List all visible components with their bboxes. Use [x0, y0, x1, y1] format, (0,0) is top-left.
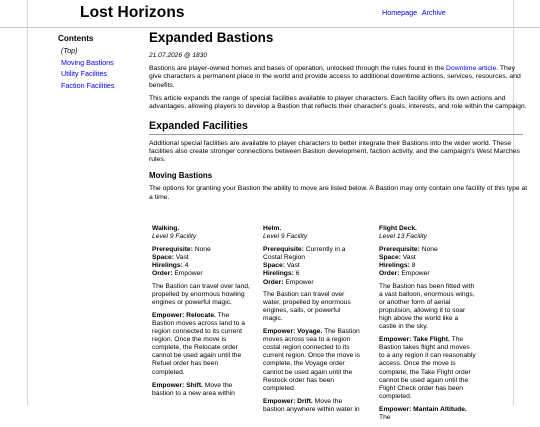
facility-order: Order: Empower: [263, 278, 314, 286]
section-heading-expanded-facilities: Expanded Facilities: [149, 119, 248, 132]
toc-item-top[interactable]: (Top): [61, 46, 78, 55]
facility-hirelings: Hirelings: 6: [263, 270, 300, 278]
header-divider: [0, 27, 540, 28]
article-body: [149, 30, 529, 207]
facility-prerequisite: Prerequisite: None: [379, 246, 438, 254]
facility-level: Level 9 Facility: [152, 233, 197, 241]
intro-paragraph-1: Bastions are player-owned homes and bases of operation, unlocked through the rules found in the Downtime article. They give characters a permanent place in the world and provide access to additional downtime actions, services, resources, and benefits.: [149, 65, 521, 89]
facility-level: Level 13 Facility: [379, 233, 427, 241]
toc-item-faction-facilities[interactable]: Faction Facilities: [61, 80, 115, 90]
facility-card-walking: [152, 225, 250, 403]
facility-order: Order: Empower: [379, 270, 430, 278]
top-nav: [382, 8, 449, 17]
downtime-article-link[interactable]: Downtime article: [446, 65, 497, 73]
facility-empower-1: Empower: Take Flight. The Bastion takes flight and moves to a any region it can reasonably access. Once the move is complete, the Take Flight order cannot be used again until the Flight Check order has been completed.: [379, 336, 476, 400]
subsection-paragraph: The options for granting your Bastion the ability to move are listed below. A Bastion may only contain one facility of this type at a time.: [149, 185, 528, 201]
facility-empower-2: Empower: Mantain Altitude. The: [379, 405, 467, 421]
facility-level: Level 9 Facility: [263, 233, 308, 241]
facility-description: The Bastion has been fitted with a vast balloon, enormous wings, or another form of aerial propulsion, allowing it to soar high above the world like a castle in the sky.: [379, 282, 475, 331]
facility-prerequisite: Prerequisite: Currently in a Costal Region: [263, 246, 346, 262]
subsection-heading-moving-bastions: Moving Bastions: [149, 171, 213, 181]
facility-empower-2: Empower: Shift. Move the bastion to a new area within: [152, 381, 235, 397]
facility-empower-1: Empower: Relocate. The Bastion moves across land to a region connected to its current region. Once the move is complete, the Relocate order cannot be used again until the Refuel order has been completed.: [152, 311, 245, 376]
site-title: Lost Horizons: [80, 4, 185, 21]
facility-space: Space: Vast: [263, 262, 300, 270]
intro-paragraph-2: This article expands the range of special facilities available to player characters. Each facility offers its own actions and advantages, allowing players to develop a Bastion that reflects their character's goals, interests, and role within the campaign.: [149, 95, 527, 111]
section-divider: [149, 134, 523, 135]
section-paragraph: Additional special facilities are available to player characters to better integrate their Bastions into the wider world. These facilities also create stronger connections between Bastion development, faction activity, and the campaign's West Marches rules.: [149, 139, 520, 163]
nav-archive-link[interactable]: Archive: [421, 8, 446, 17]
facility-order: Order: Empower: [152, 270, 203, 278]
facility-space: Space: Vast: [152, 254, 189, 262]
table-of-contents: [58, 34, 120, 92]
facility-card-flight-deck: [379, 225, 477, 427]
facility-hirelings: Hirelings: 8: [379, 262, 416, 270]
facility-card-helm: [263, 225, 361, 419]
article-date: 21.07.2026 @ 1830: [149, 52, 208, 59]
nav-homepage-link[interactable]: Homepage: [382, 8, 418, 17]
facility-prerequisite: Prerequisite: None: [152, 246, 211, 254]
facility-description: The Bastion can travel over land, propelled by enormous howling engines or powerful magic.: [152, 282, 250, 306]
facility-name: Helm.: [263, 225, 282, 232]
facility-name: Walking.: [152, 225, 180, 232]
toc-item-moving-bastions[interactable]: Moving Bastions: [61, 57, 114, 67]
facility-space: Space: Vast: [379, 254, 416, 262]
page-border-left: [27, 0, 28, 405]
facility-description: The Bastion can travel over water, propelled by enormous engines, sails, or powerful magic.: [263, 290, 351, 322]
page-title: Expanded Bastions: [149, 30, 274, 45]
toc-title: Contents: [58, 34, 94, 43]
site-header: [0, 0, 540, 27]
facility-hirelings: Hirelings: 4: [152, 262, 189, 270]
toc-item-utility-facilities[interactable]: Utility Facilites: [61, 69, 107, 79]
facility-name: Flight Deck.: [379, 225, 417, 232]
facility-empower-1: Empower: Voyage. The Bastion moves across sea to a region costal region connected to its current region. Once the move is complete, the Voyage order cannot be used again until the Restock order has been completed.: [263, 328, 361, 392]
facility-empower-2: Empower: Drift. Move the bastion anywhere within water in: [263, 397, 360, 413]
